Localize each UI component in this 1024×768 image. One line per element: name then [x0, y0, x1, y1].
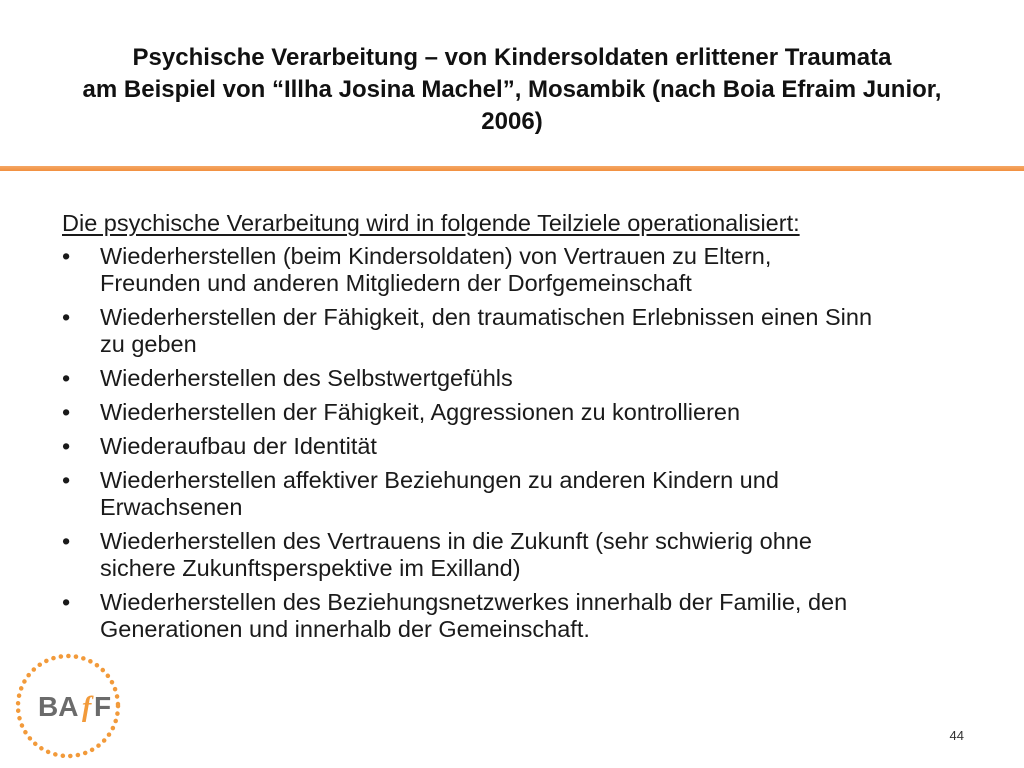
bullet-text-line: Wiederherstellen des Beziehungsnetzwerkes innerhalb der Familie, den: [100, 589, 848, 615]
list-item: [62, 589, 982, 643]
list-item: [62, 304, 982, 358]
slide-content: [62, 210, 982, 650]
logo-text-ba: BA: [38, 691, 79, 722]
bullet-list: [62, 243, 982, 643]
bullet-icon: •: [62, 528, 71, 554]
title-line-1: Psychische Verarbeitung – von Kindersoldaten erlittener Traumata: [132, 44, 892, 71]
logo-text-f: F: [94, 691, 112, 722]
intro-text: Die psychische Verarbeitung wird in folgende Teilziele operationalisiert:: [62, 210, 800, 236]
baff-logo: [8, 650, 128, 762]
bullet-text-line: Wiederherstellen des Selbstwertgefühls: [100, 365, 513, 391]
title-line-2: am Beispiel von “Illha Josina Machel”, Mosambik (nach Boia Efraim Junior,: [82, 76, 942, 103]
bullet-icon: •: [62, 304, 71, 330]
bullet-text-line: Erwachsenen: [100, 494, 243, 520]
bullet-text-line: Wiederherstellen der Fähigkeit, den traumatischen Erlebnissen einen Sinn: [100, 304, 873, 330]
list-item: [62, 433, 982, 460]
bullet-text-line: Wiederherstellen der Fähigkeit, Aggressionen zu kontrollieren: [100, 399, 741, 425]
bullet-text-line: Wiederaufbau der Identität: [100, 433, 377, 459]
bullet-icon: •: [62, 589, 71, 615]
bullet-icon: •: [62, 365, 71, 391]
bullet-text-line: Generationen und innerhalb der Gemeinschaft.: [100, 616, 590, 642]
slide-title: [40, 42, 984, 138]
page-number: 44: [949, 728, 964, 743]
bullet-icon: •: [62, 243, 71, 269]
bullet-text-line: sichere Zukunftsperspektive im Exilland): [100, 555, 521, 581]
bullet-text-line: Freunden und anderen Mitgliedern der Dorfgemeinschaft: [100, 270, 692, 296]
bullet-icon: •: [62, 467, 71, 493]
list-item: [62, 467, 982, 521]
bullet-text-line: zu geben: [100, 331, 197, 357]
list-item: [62, 365, 982, 392]
list-item: [62, 399, 982, 426]
logo-text-f-italic: f: [82, 692, 92, 723]
list-item: [62, 528, 982, 582]
bullet-icon: •: [62, 433, 71, 459]
title-divider: [0, 166, 1024, 171]
list-item: [62, 243, 982, 297]
bullet-text-line: Wiederherstellen (beim Kindersoldaten) von Vertrauen zu Eltern,: [100, 243, 772, 269]
title-line-3: 2006): [481, 108, 543, 135]
bullet-icon: •: [62, 399, 71, 425]
bullet-text-line: Wiederherstellen affektiver Beziehungen zu anderen Kindern und: [100, 467, 779, 493]
bullet-text-line: Wiederherstellen des Vertrauens in die Zukunft (sehr schwierig ohne: [100, 528, 812, 554]
